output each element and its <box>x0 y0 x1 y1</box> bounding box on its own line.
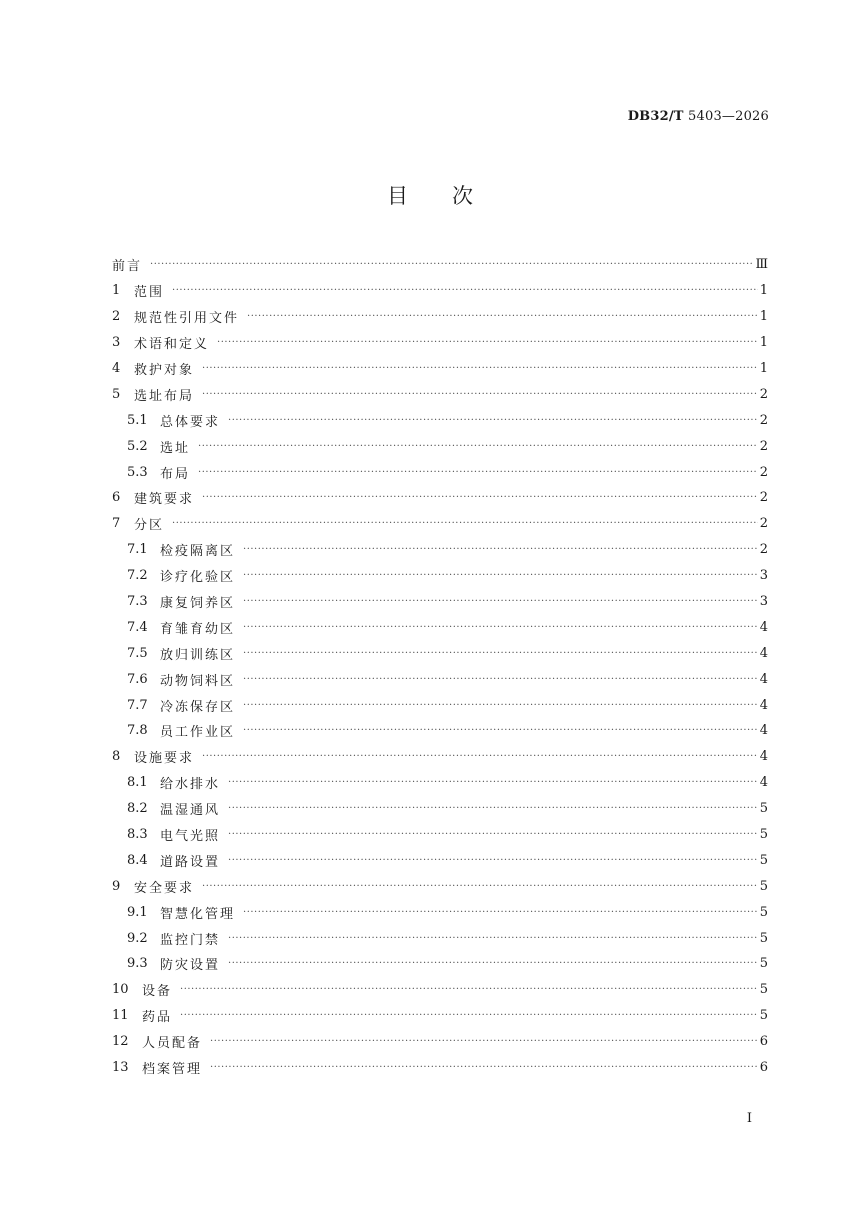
toc-entry[interactable] <box>112 537 768 563</box>
toc-entry-number: 8 <box>112 749 121 765</box>
toc-entry[interactable] <box>112 252 768 278</box>
toc-entry-label: 总体要求 <box>160 414 221 430</box>
toc-entry[interactable] <box>112 951 768 977</box>
toc-entry[interactable] <box>112 330 768 356</box>
toc-entry-label: 育雏育幼区 <box>160 621 236 637</box>
toc-leader-dots <box>198 467 758 478</box>
toc-entry[interactable] <box>112 925 768 951</box>
toc-leader-dots <box>202 881 758 892</box>
toc-leader-dots <box>228 777 758 788</box>
toc-entry-page: 6 <box>759 1060 768 1076</box>
toc-entry-page: 3 <box>759 568 768 584</box>
toc-entry-page: 4 <box>759 723 768 739</box>
toc-entry-label: 人员配备 <box>142 1036 203 1052</box>
toc-entry[interactable] <box>112 278 768 304</box>
toc-entry-number: 7.2 <box>127 568 148 584</box>
toc-leader-dots <box>228 829 758 840</box>
toc-leader-dots <box>247 311 758 322</box>
toc-entry-label: 建筑要求 <box>134 492 195 508</box>
toc-entry[interactable] <box>112 511 768 537</box>
toc-entry-page: 5 <box>759 930 768 946</box>
toc-entry[interactable] <box>112 563 768 589</box>
toc-entry-label: 动物饲料区 <box>160 673 236 689</box>
toc-leader-dots <box>217 337 758 348</box>
toc-entry[interactable] <box>112 873 768 899</box>
toc-entry-label: 员工作业区 <box>160 725 236 741</box>
toc-entry[interactable] <box>112 356 768 382</box>
toc-entry-page: 2 <box>759 412 768 428</box>
toc-entry-page: 1 <box>759 335 768 351</box>
toc-entry-page: 6 <box>759 1034 768 1050</box>
toc-entry-label: 智慧化管理 <box>160 906 236 922</box>
toc-entry-number: 9.1 <box>127 904 148 920</box>
toc-entry-page: 2 <box>759 542 768 558</box>
toc-entry-page: Ⅲ <box>755 257 768 273</box>
toc-leader-dots <box>243 907 758 918</box>
toc-leader-dots <box>243 674 758 685</box>
toc-leader-dots <box>172 518 758 529</box>
toc-leader-dots <box>228 415 758 426</box>
toc-entry-number: 8.1 <box>127 775 148 791</box>
toc-entry-label: 放归训练区 <box>160 647 236 663</box>
toc-entry-label: 冷冻保存区 <box>160 699 236 715</box>
toc-entry-label: 规范性引用文件 <box>134 311 240 327</box>
toc-entry-label: 选址 <box>160 440 191 456</box>
toc-leader-dots <box>210 1062 758 1073</box>
toc-entry-number: 8.3 <box>127 827 148 843</box>
toc-entry-page: 2 <box>759 438 768 454</box>
toc-leader-dots <box>150 259 753 270</box>
toc-entry-number: 7.3 <box>127 594 148 610</box>
toc-entry-page: 5 <box>759 904 768 920</box>
toc-leader-dots <box>228 933 758 944</box>
toc-entry-label: 监控门禁 <box>160 932 221 948</box>
toc-leader-dots <box>228 958 758 969</box>
toc-entry-page: 5 <box>759 956 768 972</box>
toc-entry-label: 档案管理 <box>142 1062 203 1078</box>
toc-leader-dots <box>243 622 758 633</box>
toc-entry-number: 7.4 <box>127 619 148 635</box>
toc-entry-number: 7.8 <box>127 723 148 739</box>
toc-entry-number: 13 <box>112 1060 129 1076</box>
toc-entry-page: 5 <box>759 801 768 817</box>
page-title: 目次 <box>387 184 517 208</box>
toc-entry-page: 5 <box>759 1008 768 1024</box>
toc-entry-page: 2 <box>759 490 768 506</box>
toc-entry-number: 5.2 <box>127 438 148 454</box>
toc-entry[interactable] <box>112 640 768 666</box>
toc-entry-label: 给水排水 <box>160 777 221 793</box>
toc-entry-page: 2 <box>759 464 768 480</box>
toc-entry-number: 8.4 <box>127 852 148 868</box>
toc-entry-label: 设施要求 <box>134 751 195 767</box>
toc-entry-label: 诊疗化验区 <box>160 570 236 586</box>
toc-entry-page: 4 <box>759 671 768 687</box>
toc-entry-page: 4 <box>759 697 768 713</box>
toc-entry[interactable] <box>112 692 768 718</box>
toc-entry[interactable] <box>112 899 768 925</box>
toc-entry-page: 4 <box>759 619 768 635</box>
toc-entry[interactable] <box>112 1055 768 1081</box>
toc-entry[interactable] <box>112 822 768 848</box>
toc-entry-label: 分区 <box>134 518 165 534</box>
toc-entry-number: 7.6 <box>127 671 148 687</box>
toc-entry-label: 防灾设置 <box>160 958 221 974</box>
toc-entry[interactable] <box>112 847 768 873</box>
toc-entry[interactable] <box>112 589 768 615</box>
toc-leader-dots <box>243 700 758 711</box>
toc-entry-page: 5 <box>759 878 768 894</box>
table-of-contents <box>112 252 768 1081</box>
toc-entry-page: 4 <box>759 645 768 661</box>
toc-entry-number: 10 <box>112 982 129 998</box>
toc-entry-number: 8.2 <box>127 801 148 817</box>
toc-entry-label: 前言 <box>112 259 143 275</box>
toc-entry-number: 1 <box>112 283 121 299</box>
toc-entry-label: 道路设置 <box>160 854 221 870</box>
toc-entry-label: 选址布局 <box>134 388 195 404</box>
toc-entry-number: 12 <box>112 1034 129 1050</box>
toc-entry-page: 5 <box>759 852 768 868</box>
toc-leader-dots <box>243 725 758 736</box>
toc-leader-dots <box>202 389 758 400</box>
toc-entry-number: 7.1 <box>127 542 148 558</box>
toc-entry-number: 5.3 <box>127 464 148 480</box>
toc-entry-page: 1 <box>759 283 768 299</box>
toc-entry-page: 5 <box>759 827 768 843</box>
toc-entry-label: 安全要求 <box>134 880 195 896</box>
toc-entry-label: 康复饲养区 <box>160 596 236 612</box>
toc-entry-label: 温湿通风 <box>160 803 221 819</box>
toc-entry-page: 2 <box>759 386 768 402</box>
toc-leader-dots <box>210 1036 758 1047</box>
toc-entry-number: 6 <box>112 490 121 506</box>
toc-entry-label: 设备 <box>142 984 173 1000</box>
toc-entry[interactable] <box>112 433 768 459</box>
toc-leader-dots <box>202 492 758 503</box>
toc-leader-dots <box>202 363 758 374</box>
toc-entry-label: 范围 <box>134 285 165 301</box>
toc-entry[interactable] <box>112 485 768 511</box>
toc-entry-label: 术语和定义 <box>134 337 210 353</box>
toc-entry-number: 5 <box>112 386 121 402</box>
toc-leader-dots <box>180 1010 758 1021</box>
toc-leader-dots <box>243 648 758 659</box>
toc-entry-number: 4 <box>112 361 121 376</box>
toc-entry-number: 3 <box>112 335 121 351</box>
toc-entry-label: 检疫隔离区 <box>160 544 236 560</box>
toc-leader-dots <box>228 803 758 814</box>
toc-entry-page: 1 <box>759 309 768 325</box>
toc-entry-label: 药品 <box>142 1010 173 1026</box>
toc-entry-label: 电气光照 <box>160 829 221 845</box>
toc-entry-number: 7.7 <box>127 697 148 713</box>
toc-entry-page: 1 <box>759 361 768 376</box>
toc-leader-dots <box>180 984 758 995</box>
standard-code-prefix: DB32/T <box>627 109 684 124</box>
toc-entry[interactable] <box>112 1003 768 1029</box>
toc-entry-number: 7 <box>112 516 121 532</box>
toc-leader-dots <box>243 570 758 581</box>
toc-entry-page: 3 <box>759 594 768 610</box>
toc-leader-dots <box>172 285 758 296</box>
toc-entry[interactable] <box>112 977 768 1003</box>
toc-entry[interactable] <box>112 718 768 744</box>
toc-leader-dots <box>228 855 758 866</box>
toc-leader-dots <box>243 544 758 555</box>
toc-entry[interactable] <box>112 614 768 640</box>
toc-entry-label: 布局 <box>160 466 191 482</box>
toc-entry-page: 4 <box>759 749 768 765</box>
toc-entry-page: 2 <box>759 516 768 532</box>
toc-entry-number: 5.1 <box>127 412 148 428</box>
toc-entry[interactable] <box>112 407 768 433</box>
page-number: I <box>746 1111 752 1126</box>
standard-code-number: 5403—2026 <box>688 109 769 124</box>
toc-entry[interactable] <box>112 459 768 485</box>
toc-leader-dots <box>202 751 758 762</box>
toc-entry-number: 11 <box>112 1008 129 1024</box>
toc-entry[interactable] <box>112 304 768 330</box>
toc-entry[interactable] <box>112 381 768 407</box>
toc-entry-number: 7.5 <box>127 645 148 661</box>
toc-leader-dots <box>198 441 758 452</box>
toc-entry-number: 2 <box>112 309 121 325</box>
toc-entry-number: 9 <box>112 878 121 894</box>
toc-entry[interactable] <box>112 666 768 692</box>
toc-entry-page: 5 <box>759 982 768 998</box>
toc-entry-number: 9.2 <box>127 930 148 946</box>
toc-entry[interactable] <box>112 770 768 796</box>
toc-entry-page: 4 <box>759 775 768 791</box>
toc-entry-label: 救护对象 <box>134 363 195 378</box>
toc-entry[interactable] <box>112 796 768 822</box>
toc-leader-dots <box>243 596 758 607</box>
toc-entry[interactable] <box>112 1029 768 1055</box>
standard-code <box>628 109 769 124</box>
toc-entry-number: 9.3 <box>127 956 148 972</box>
toc-entry[interactable] <box>112 744 768 770</box>
